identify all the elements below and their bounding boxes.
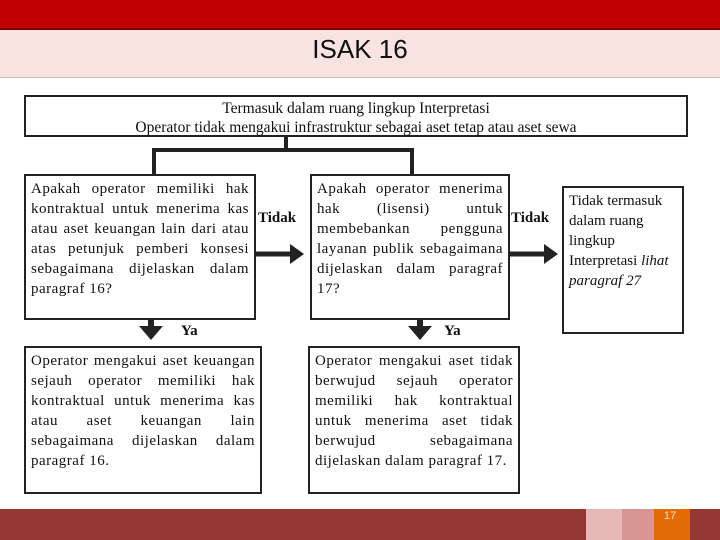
scope-line-1: Termasuk dalam ruang lingkup Interpretasi — [222, 100, 490, 117]
page-number: 17 — [663, 510, 677, 522]
question-license-text: Apakah operator menerima hak (lisensi) untuk membebankan pengguna layanan publik sebagaimana dijelaskan dalam paragraf 17? — [317, 181, 503, 297]
not-in-scope-box — [562, 186, 684, 334]
footer-bar — [0, 509, 586, 540]
arrow-yes-1-head — [139, 326, 163, 340]
label-yes-1: Ya — [181, 323, 198, 339]
arrow-yes-2-head — [408, 326, 432, 340]
label-no-1: Tidak — [258, 210, 297, 226]
label-yes-2: Ya — [444, 323, 461, 339]
arrow-no-2-head — [544, 244, 558, 264]
footer-block-light — [586, 509, 622, 540]
result-intangible-asset-box — [308, 346, 520, 494]
result-financial-asset-text: Operator mengakui aset keuangan sejauh operator memiliki hak kontraktual untuk menerima kas atau aset keuangan lain sebagaimana dijelaskan dalam paragraf 16. — [31, 353, 255, 469]
footer-color-blocks — [586, 509, 720, 540]
slide-title: ISAK 16 — [312, 34, 408, 64]
top-accent-bar — [0, 0, 720, 30]
result-financial-asset-box — [24, 346, 262, 494]
arrow-no-1-head — [290, 244, 304, 264]
result-intangible-asset-text: Operator mengakui aset tidak berwujud sejauh operator memiliki hak kontraktual untuk menerima aset tidak berwujud sebagaimana dijelaskan dalam paragraf 17. — [315, 353, 513, 469]
not-in-scope-text: Tidak termasuk dalam ruang lingkup Interpretasi — [569, 193, 663, 269]
label-no-2: Tidak — [511, 210, 550, 226]
scope-box — [24, 95, 688, 137]
footer-block-dark — [690, 509, 720, 540]
footer-block-rose — [622, 509, 654, 540]
question-financial-asset-text: Apakah operator memiliki hak kontraktual untuk menerima kas atau aset keuangan lain dari atau atas petunjuk pemberi konsesi sebagaimana dijelaskan dalam paragraf 16? — [31, 181, 249, 297]
flowchart-diagram — [14, 88, 700, 500]
scope-line-2: Operator tidak mengakui infrastruktur sebagai aset tetap atau aset sewa — [135, 119, 577, 136]
question-license-box — [310, 174, 510, 320]
question-financial-asset-box — [24, 174, 256, 320]
not-in-scope-reference: lihat paragraf 27 — [569, 253, 669, 289]
